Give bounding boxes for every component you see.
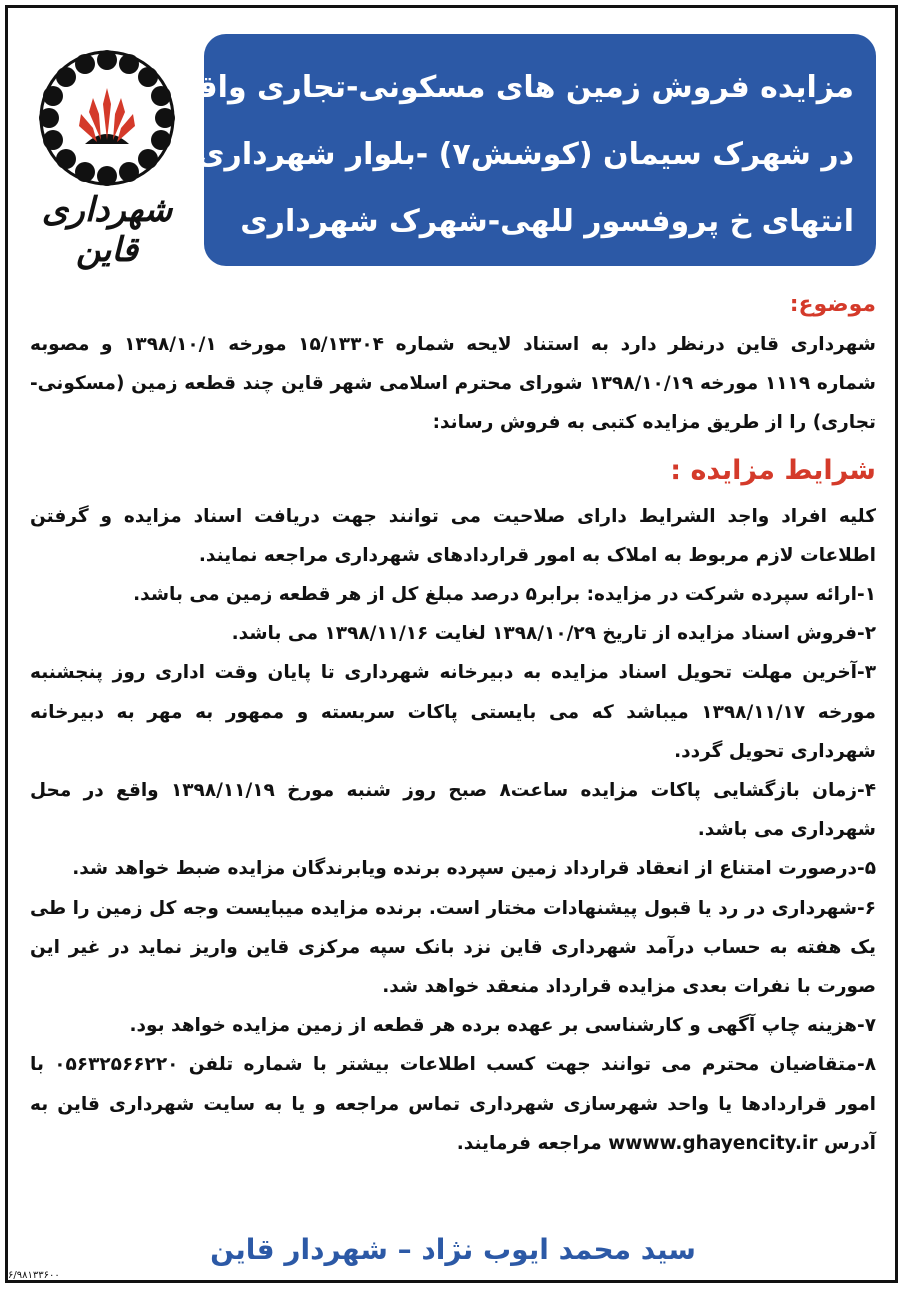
logo-caption: شهرداری قاین	[41, 190, 173, 270]
print-code: ۶/۹۸۱۳۳۶۰۰	[8, 1270, 60, 1281]
condition-item-3: ۳-آخرین مهلت تحویل اسناد مزایده به دبیرخانه شهرداری تا پایان وقت اداری روز پنجشنبه مورخه ۱۳۹۸/۱۱/۱۷ میباشد که می بایستی پاکات سربسته و ممهور به مهر به دبیرخانه شهرداری تحویل گردد.	[30, 662, 876, 762]
condition-item-6: ۶-شهرداری در رد یا قبول پیشنهادات مختار است. برنده مزایده میبایست وجه کل زمین را طی یک هفته به حساب درآمد شهرداری قاین نزد بانک سپه مرکزی قاین واریز نماید در غیر این صورت با نفرات بعدی مزایده قرارداد منعقد خواهد شد.	[30, 897, 876, 998]
signature: سید محمد ایوب نژاد – شهردار قاین	[210, 1233, 696, 1266]
header-banner	[177, 34, 876, 266]
header-line-2: در شهرک سیمان (کوشش۷) -بلوار شهرداری	[197, 137, 854, 172]
subject-label: موضوع:	[789, 292, 876, 317]
notice-body	[30, 285, 876, 1163]
conditions-label: شرایط مزایده :	[670, 454, 876, 486]
subject-text: شهرداری قاین درنظر دارد به استناد لایحه شماره ۱۵/۱۳۳۰۴ مورخه ۱۳۹۸/۱۰/۱ و مصوبه شماره ۱۱۱۹ مورخه ۱۳۹۸/۱۰/۱۹ شورای محترم اسلامی شهر قاین چند قطعه زمین (مسکونی-تجاری) را از طریق مزایده کتبی به فروش رساند:	[30, 334, 876, 434]
header-line-1: مزایده فروش زمین های مسکونی-تجاری واقع	[177, 70, 854, 105]
condition-item-7: ۷-هزینه چاپ آگهی و کارشناسی بر عهده برده هر قطعه از زمین مزایده خواهد بود.	[129, 1015, 876, 1037]
header-line-3: انتهای خ پروفسور للهی-شهرک شهرداری	[240, 204, 854, 239]
condition-item-8: ۸-متقاضیان محترم می توانند جهت کسب اطلاعات بیشتر با شماره تلفن ۰۵۶۳۲۵۶۶۲۲۰ با امور قراردادها یا واحد شهرسازی شهرداری تماس مراجعه و یا به سایت شهرداری قاین به آدرس wwww.ghayencity.ir مراجعه فرمایند.	[30, 1054, 876, 1154]
condition-item-2: ۲-فروش اسناد مزایده از تاریخ ۱۳۹۸/۱۰/۲۹ لغایت ۱۳۹۸/۱۱/۱۶ می باشد.	[231, 623, 876, 645]
condition-item-1: ۱-ارائه سپرده شرکت در مزایده: برابر۵ درصد مبلغ کل از هر قطعه زمین می باشد.	[133, 584, 876, 606]
municipality-logo	[18, 40, 196, 270]
condition-item-4: ۴-زمان بازگشایی پاکات مزایده ساعت۸ صبح روز شنبه مورخ ۱۳۹۸/۱۱/۱۹ واقع در محل شهرداری می باشد.	[30, 780, 876, 841]
logo-emblem-icon	[18, 40, 196, 190]
condition-item-5: ۵-درصورت امتناع از انعقاد قرارداد زمین سپرده برنده ویابرندگان مزایده ضبط خواهد شد.	[72, 858, 876, 880]
conditions-intro: کلیه افراد واجد الشرایط دارای صلاحیت می توانند جهت دریافت اسناد مزایده و گرفتن اطلاعات لازم مربوط به املاک به امور قراردادهای شهرداری مراجعه نمایند.	[30, 505, 876, 566]
